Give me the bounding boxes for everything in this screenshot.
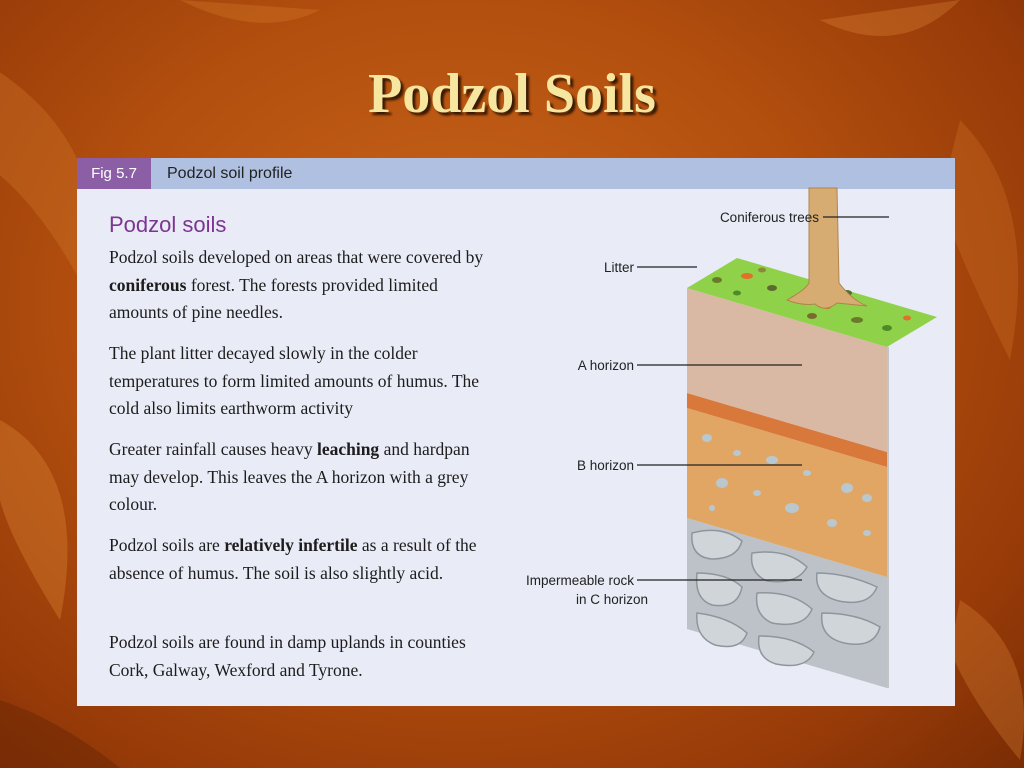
slide-title: Podzol Soils <box>368 63 656 125</box>
figure-header <box>77 158 955 189</box>
paragraph-text: Podzol soils are found in damp uplands in counties Cork, Galway, Wexford and Tyrone. <box>109 632 466 680</box>
bold-term: leaching <box>316 439 380 459</box>
paragraph-text: and hardpan may develop. This leaves the A horizon with a grey colour. <box>109 439 470 514</box>
label-coniferous-trees: Coniferous trees <box>719 210 819 225</box>
figure-panel <box>77 158 955 706</box>
bold-term: coniferous <box>109 274 187 295</box>
figure-number: Fig 5.7 <box>77 158 151 189</box>
label-c-horizon: in C horizon <box>575 592 649 607</box>
paragraph-leaching <box>109 436 489 519</box>
paragraph-litter-decay <box>109 340 489 423</box>
paragraph-coniferous <box>109 244 489 327</box>
label-b-horizon: B horizon <box>576 458 634 473</box>
label-a-horizon: A horizon <box>577 358 634 373</box>
paragraph-infertile <box>109 532 489 587</box>
paragraph-text: as a result of the absence of humus. The soil is also slightly acid. <box>109 535 477 583</box>
paragraph-text: forest. The forests provided limited amounts of pine needles. <box>109 274 438 322</box>
paragraph-location <box>109 629 489 684</box>
soil-block <box>687 188 937 688</box>
paragraph-text: Podzol soils are <box>109 535 225 555</box>
soil-profile-diagram <box>525 188 947 698</box>
paragraph-text: Podzol soils developed on areas that were covered by <box>109 247 484 267</box>
bold-term: relatively infertile <box>224 535 358 555</box>
paragraph-text: The plant litter decayed slowly in the colder temperatures to form limited amounts of humus. The cold also limits earthworm activity <box>109 343 480 418</box>
label-litter: Litter <box>603 260 634 275</box>
label-impermeable-rock: Impermeable rock <box>525 573 634 588</box>
figure-caption: Podzol soil profile <box>167 165 293 182</box>
paragraph-text: Greater rainfall causes heavy <box>109 439 317 459</box>
content-heading: Podzol soils <box>109 212 227 237</box>
